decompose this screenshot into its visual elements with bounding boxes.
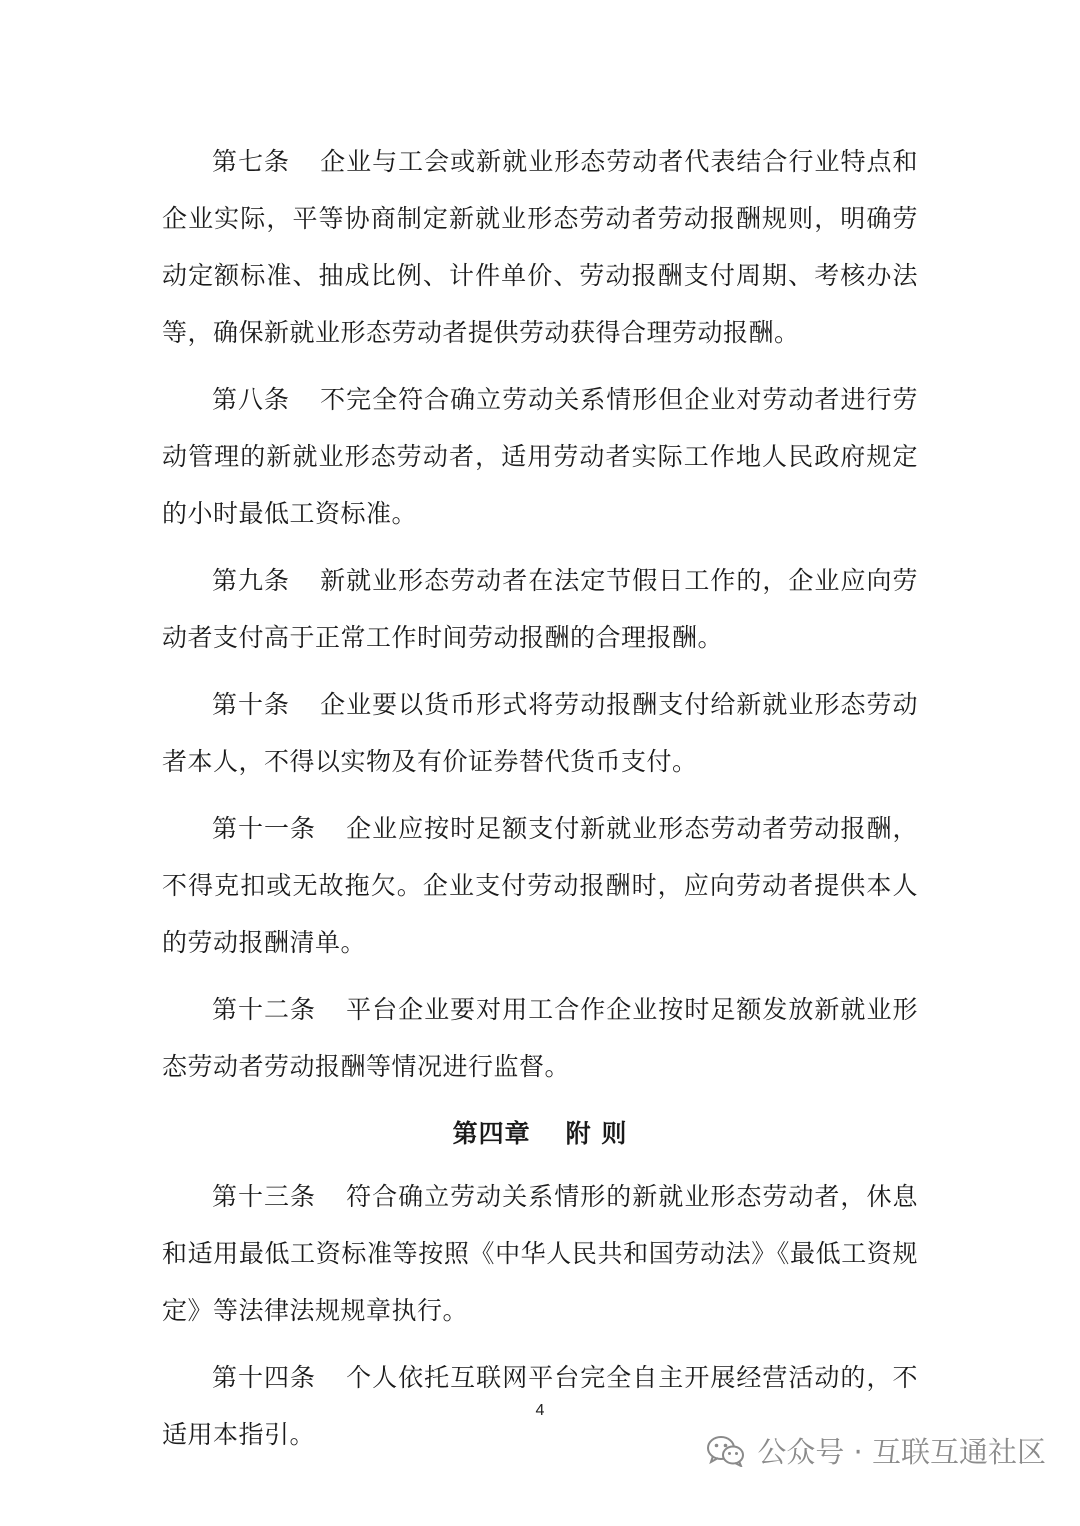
article-7 [162,133,918,361]
page-number: 4 [535,1402,545,1419]
chapter-heading [162,1105,918,1162]
article-text: 符合确立劳动关系情形的新就业形态劳动者，休息和适用最低工资标准等按照《中华人民共和国劳动法》《最低工资规定》等法律法规规章执行。 [162,1182,918,1325]
article-text: 企业要以货币形式将劳动报酬支付给新就业形态劳动者本人，不得以实物及有价证券替代货币支付。 [162,690,918,776]
article-text: 个人依托互联网平台完全自主开展经营活动的，不适用本指引。 [162,1363,918,1449]
article-number: 第九条 [212,566,291,595]
watermark-text: 公众号 · 互联互通社区 [757,1435,1046,1469]
article-9 [162,552,918,666]
article-10 [162,676,918,790]
article-8 [162,371,918,542]
article-number: 第八条 [212,385,291,414]
watermark [707,1430,1046,1471]
article-text: 平台企业要对用工合作企业按时足额发放新就业形态劳动者劳动报酬等情况进行监督。 [162,995,918,1081]
article-text: 企业应按时足额支付新就业形态劳动者劳动报酬，不得克扣或无故拖欠。企业支付劳动报酬时，应向劳动者提供本人的劳动报酬清单。 [162,814,918,957]
article-text: 新就业形态劳动者在法定节假日工作的，企业应向劳动者支付高于正常工作时间劳动报酬的合理报酬。 [162,566,918,652]
chapter-number: 第四章 [452,1119,531,1148]
article-number: 第十四条 [212,1363,317,1392]
article-number: 第十条 [212,690,291,719]
article-13 [162,1168,918,1339]
chapter-title: 附 则 [565,1119,628,1148]
wechat-icon [707,1435,745,1467]
article-text: 企业与工会或新就业形态劳动者代表结合行业特点和企业实际，平等协商制定新就业形态劳动者劳动报酬规则，明确劳动定额标准、抽成比例、计件单价、劳动报酬支付周期、考核办法等，确保新就业形态劳动者提供劳动获得合理劳动报酬。 [162,147,918,347]
article-text: 不完全符合确立劳动关系情形但企业对劳动者进行劳动管理的新就业形态劳动者，适用劳动者实际工作地人民政府规定的小时最低工资标准。 [162,385,918,528]
article-number: 第十一条 [212,814,317,843]
article-number: 第七条 [212,147,291,176]
article-number: 第十二条 [212,995,317,1024]
article-12 [162,981,918,1095]
article-number: 第十三条 [212,1182,317,1211]
article-11 [162,800,918,971]
document-body [162,133,918,1473]
